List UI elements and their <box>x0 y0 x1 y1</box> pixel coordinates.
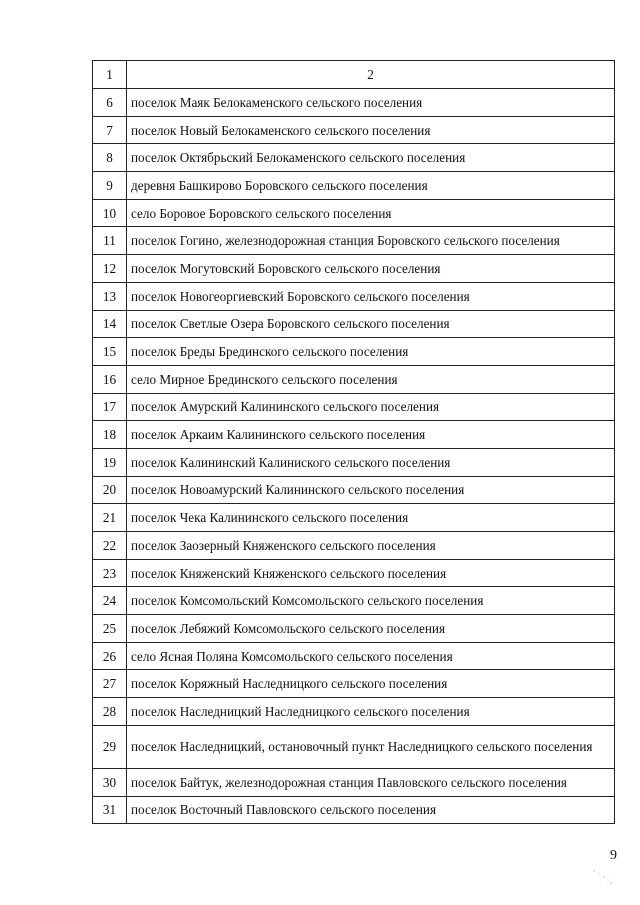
table-row <box>93 282 615 310</box>
row-number: 21 <box>93 504 127 532</box>
row-number: 31 <box>93 796 127 824</box>
row-number: 22 <box>93 532 127 560</box>
settlement-name: поселок Комсомольский Комсомольского сельского поселения <box>127 587 615 615</box>
table-row <box>93 587 615 615</box>
table-row <box>93 476 615 504</box>
settlement-name: поселок Маяк Белокаменского сельского поселения <box>127 89 615 117</box>
settlement-name: поселок Восточный Павловского сельского поселения <box>127 796 615 824</box>
settlement-name: поселок Новогеоргиевский Боровского сельского поселения <box>127 282 615 310</box>
table-row <box>93 796 615 824</box>
settlement-name: поселок Калининский Калиниского сельского поселения <box>127 448 615 476</box>
table-row <box>93 393 615 421</box>
row-number: 7 <box>93 116 127 144</box>
table-row <box>93 725 615 768</box>
settlement-name: поселок Княженский Княженского сельского поселения <box>127 559 615 587</box>
settlements-table <box>92 60 615 824</box>
row-number: 11 <box>93 227 127 255</box>
table-row <box>93 255 615 283</box>
settlement-name: поселок Аркаим Калининского сельского поселения <box>127 421 615 449</box>
table-row <box>93 642 615 670</box>
settlement-name: село Боровое Боровского сельского поселения <box>127 199 615 227</box>
settlement-name: село Ясная Поляна Комсомольского сельского поселения <box>127 642 615 670</box>
row-number: 12 <box>93 255 127 283</box>
scan-noise-mark <box>590 868 614 888</box>
settlement-name: деревня Башкирово Боровского сельского поселения <box>127 172 615 200</box>
column-header-number: 1 <box>93 61 127 89</box>
row-number: 14 <box>93 310 127 338</box>
row-number: 30 <box>93 768 127 796</box>
table-row <box>93 116 615 144</box>
table-row <box>93 310 615 338</box>
row-number: 13 <box>93 282 127 310</box>
row-number: 17 <box>93 393 127 421</box>
row-number: 6 <box>93 89 127 117</box>
settlement-name: село Мирное Брединского сельского поселения <box>127 365 615 393</box>
settlement-name: поселок Чека Калининского сельского поселения <box>127 504 615 532</box>
row-number: 8 <box>93 144 127 172</box>
row-number: 29 <box>93 725 127 768</box>
settlement-name: поселок Наследницкий Наследницкого сельского поселения <box>127 698 615 726</box>
table-header-row <box>93 61 615 89</box>
table-row <box>93 338 615 366</box>
table-body <box>93 61 615 824</box>
table-row <box>93 421 615 449</box>
settlement-name: поселок Бреды Брединского сельского поселения <box>127 338 615 366</box>
settlement-name: поселок Наследницкий, остановочный пункт Наследницкого сельского поселения <box>127 725 615 768</box>
row-number: 16 <box>93 365 127 393</box>
settlement-name: поселок Новый Белокаменского сельского поселения <box>127 116 615 144</box>
settlement-name: поселок Новоамурский Калининского сельского поселения <box>127 476 615 504</box>
column-header-name: 2 <box>127 61 615 89</box>
table-row <box>93 670 615 698</box>
row-number: 15 <box>93 338 127 366</box>
table-row <box>93 768 615 796</box>
settlement-name: поселок Могутовский Боровского сельского поселения <box>127 255 615 283</box>
row-number: 23 <box>93 559 127 587</box>
row-number: 26 <box>93 642 127 670</box>
page-number: 9 <box>610 848 617 863</box>
settlement-name: поселок Светлые Озера Боровского сельского поселения <box>127 310 615 338</box>
table-row <box>93 365 615 393</box>
settlement-name: поселок Байтук, железнодорожная станция Павловского сельского поселения <box>127 768 615 796</box>
table-row <box>93 199 615 227</box>
table-row <box>93 504 615 532</box>
settlement-name: поселок Заозерный Княженского сельского поселения <box>127 532 615 560</box>
row-number: 19 <box>93 448 127 476</box>
table-row <box>93 559 615 587</box>
settlement-name: поселок Лебяжий Комсомольского сельского поселения <box>127 615 615 643</box>
table-row <box>93 227 615 255</box>
row-number: 10 <box>93 199 127 227</box>
row-number: 25 <box>93 615 127 643</box>
settlement-name: поселок Амурский Калининского сельского поселения <box>127 393 615 421</box>
table-row <box>93 448 615 476</box>
row-number: 20 <box>93 476 127 504</box>
settlement-name: поселок Гогино, железнодорожная станция Боровского сельского поселения <box>127 227 615 255</box>
settlement-name: поселок Октябрьский Белокаменского сельского поселения <box>127 144 615 172</box>
table-row <box>93 89 615 117</box>
row-number: 27 <box>93 670 127 698</box>
table-row <box>93 615 615 643</box>
table-row <box>93 172 615 200</box>
row-number: 28 <box>93 698 127 726</box>
table-row <box>93 532 615 560</box>
row-number: 18 <box>93 421 127 449</box>
row-number: 24 <box>93 587 127 615</box>
row-number: 9 <box>93 172 127 200</box>
settlement-name: поселок Коряжный Наследницкого сельского поселения <box>127 670 615 698</box>
table-row <box>93 698 615 726</box>
table-row <box>93 144 615 172</box>
